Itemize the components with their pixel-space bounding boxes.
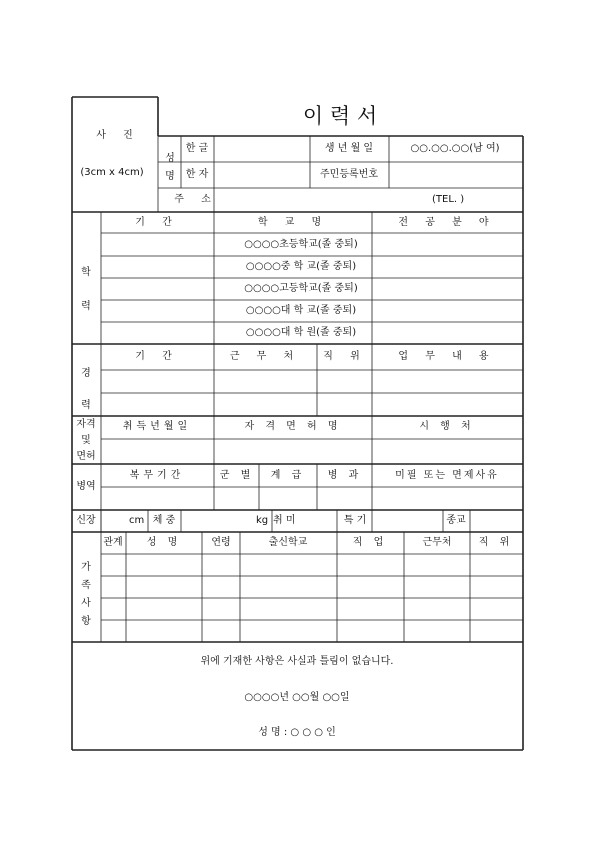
military-header-rank: 계 급 — [270, 470, 306, 481]
education-label: 학 력 — [81, 267, 91, 312]
military-header-exemption: 미필 또는 면제사유 — [395, 470, 499, 481]
education-row-elementary: ○○○○초등학교(졸 중퇴) — [244, 239, 358, 250]
hobby-label: 취 미 — [273, 515, 296, 526]
photo-label: 사 진 — [96, 130, 140, 141]
weight-label: 체 중 — [152, 515, 176, 526]
family-header-school: 출신학교 — [268, 537, 308, 548]
declaration-signature: 성 명 : ○ ○ ○ 인 — [258, 727, 336, 738]
religion-label: 종교 — [446, 515, 466, 526]
career-header-workplace: 근 무 처 — [229, 351, 301, 362]
family-header-age: 연령 — [211, 537, 231, 548]
education-header-period: 기 간 — [135, 217, 179, 228]
license-label: 자격 및 면허 — [76, 419, 96, 462]
photo-size: (3cm x 4cm) — [80, 167, 144, 178]
military-header-period: 복무기간 — [129, 470, 185, 481]
family-header-name: 성 명 — [146, 537, 182, 548]
declaration-date: ○○○○년 ○○월 ○○일 — [244, 692, 350, 703]
family-header-occupation: 직 업 — [352, 537, 388, 548]
family-label: 가 족 사 항 — [81, 562, 91, 627]
license-header-name: 자 격 면 허 명 — [244, 421, 342, 432]
document-title: 이 력 서 — [302, 104, 378, 128]
career-header-period: 기 간 — [135, 351, 179, 362]
career-header-duties: 업 무 내 용 — [398, 351, 496, 362]
license-header-date: 취득년월일 — [122, 421, 192, 432]
birth-value: ○○.○○.○○(남 여) — [410, 143, 500, 154]
military-label: 병역 — [76, 481, 96, 492]
education-row-graduate: ○○○○대 학 원(졸 중퇴) — [245, 327, 357, 338]
address-label: 주 소 — [174, 194, 218, 205]
birth-label: 생 년 월 일 — [324, 143, 374, 154]
education-row-university: ○○○○대 학 교(졸 중퇴) — [245, 305, 357, 316]
hangul-label: 한 글 — [185, 143, 209, 154]
military-header-branch: 군 별 — [219, 470, 255, 481]
education-header-school: 학 교 명 — [257, 217, 329, 228]
height-label: 신장 — [76, 515, 96, 526]
skill-label: 특 기 — [343, 515, 367, 526]
career-header-position: 직 위 — [323, 351, 367, 362]
hanja-label: 한 자 — [185, 169, 209, 180]
rrn-label: 주민등록번호 — [320, 169, 378, 180]
license-header-issuer: 시 행 처 — [419, 421, 475, 432]
education-row-middle: ○○○○중 학 교(졸 중퇴) — [245, 261, 357, 272]
education-header-major: 전 공 분 야 — [398, 217, 496, 228]
family-header-position: 직 위 — [478, 537, 514, 548]
career-label: 경 력 — [81, 368, 91, 411]
family-header-workplace: 근무처 — [422, 537, 452, 548]
declaration-statement: 위에 기재한 사항은 사실과 틀림이 없습니다. — [200, 656, 394, 667]
military-header-specialty: 병 과 — [327, 470, 363, 481]
height-unit: cm — [129, 515, 145, 526]
name-label: 성 명 — [165, 153, 175, 182]
education-row-high: ○○○○고등학교(졸 중퇴) — [244, 283, 358, 294]
family-header-relation: 관계 — [103, 537, 123, 548]
tel-field: (TEL. ) — [432, 194, 465, 205]
weight-unit: kg — [256, 515, 269, 526]
